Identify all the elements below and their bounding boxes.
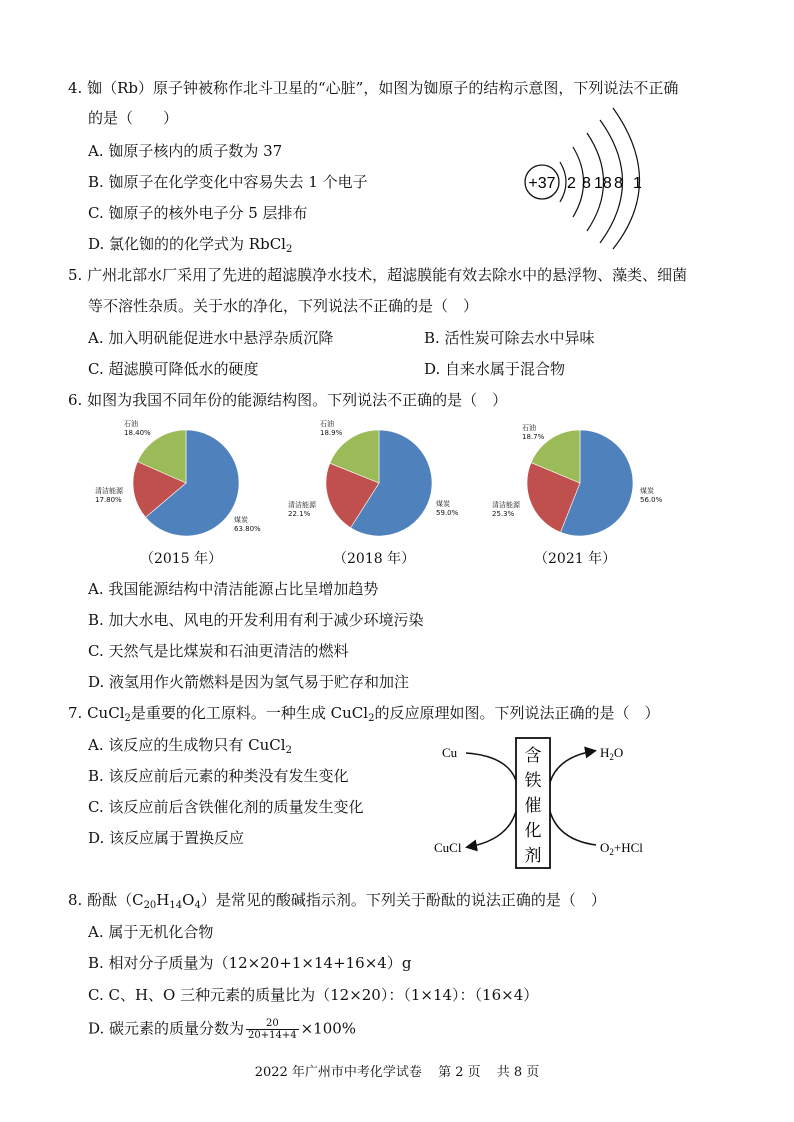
q6-stem: 6. 如图为我国不同年份的能源结构图。下列说法不正确的是（ ） (68, 391, 508, 409)
pie-2015-oil-label: 石油 18.40% (124, 420, 151, 437)
q5-stem-line2: 等不溶性杂质。关于水的净化，下列说法不正确的是（ ） (88, 297, 479, 315)
pie-2015-clean-label: 清洁能源 17.80% (95, 487, 123, 504)
catalyst-char-5: 剂 (524, 846, 542, 866)
pie-2021-year: （2021 年） (534, 551, 617, 567)
reactant-o2-hcl: $O_2+HCl$ (600, 840, 643, 857)
reaction-cycle-diagram (430, 735, 660, 870)
nucleus-charge: +37 (528, 175, 556, 192)
right-arrow (548, 751, 596, 845)
pie-2018-year: （2018 年） (333, 551, 416, 567)
q8-option-a: A. 属于无机化合物 (88, 923, 214, 941)
left-arrow (466, 753, 518, 847)
catalyst-char-3: 催 (524, 796, 542, 816)
q7-stem: 7. CuCl$_2$是重要的化工原料。一种生成 CuCl$_2$的反应原理如图。下列说法正确的是（ ） (68, 704, 660, 724)
pie-2021-oil-label: 石油 18.7% (522, 424, 545, 441)
q6-option-a: A. 我国能源结构中清洁能源占比呈增加趋势 (88, 580, 379, 598)
pie-2021-coal-label: 煤炭 56.0% (640, 487, 663, 504)
q6-option-c: C. 天然气是比煤炭和石油更清洁的燃料 (88, 642, 349, 660)
pie-chart-2015 (131, 428, 241, 538)
q5-option-b: B. 活性炭可除去水中异味 (424, 329, 595, 347)
catalyst-char-4: 化 (524, 821, 542, 841)
pie-2018-clean-label: 清洁能源 22.1% (288, 501, 316, 518)
reactant-cu: Cu (442, 745, 458, 760)
product-h2o: $H_2O$ (600, 745, 624, 762)
q4-option-d: D. 氯化铷的的化学式为 RbCl$_2$ (88, 235, 293, 255)
q7-option-d: D. 该反应属于置换反应 (88, 829, 245, 847)
shell-4-electrons: 8 (614, 175, 623, 192)
q6-option-d: D. 液氢用作火箭燃料是因为氢气易于贮存和加注 (88, 673, 410, 691)
shell-3-electrons: 18 (594, 175, 612, 192)
rb-atom-structure-diagram (520, 105, 670, 250)
q5-option-d: D. 自来水属于混合物 (424, 360, 566, 378)
catalyst-char-1: 含 (524, 746, 542, 766)
footer-page-number: 第 2 页 (438, 1065, 481, 1080)
electron-shell-1 (560, 162, 566, 202)
pie-2015-year: （2015 年） (140, 551, 223, 567)
pie-chart-2018 (324, 428, 434, 538)
q8-option-d: D. 碳元素的质量分数为 $\frac{20}{20+14+4}$ ×100% (88, 1018, 357, 1041)
mass-fraction-formula: $\frac{20}{20+14+4}$ (248, 1018, 297, 1041)
q7-option-b: B. 该反应前后元素的种类没有发生变化 (88, 767, 349, 785)
pie-2018-coal-label: 煤炭 59.0% (436, 500, 459, 517)
pie-2021-clean-label: 清洁能源 25.3% (492, 501, 520, 518)
q4-option-c: C. 铷原子的核外电子分 5 层排布 (88, 204, 308, 222)
shell-5-electrons: 1 (633, 175, 642, 192)
q7-option-a: A. 该反应的生成物只有 CuCl$_2$ (88, 736, 292, 756)
q5-option-c: C. 超滤膜可降低水的硬度 (88, 360, 259, 378)
catalyst-char-2: 铁 (524, 771, 542, 791)
q4-option-b: B. 铷原子在化学变化中容易失去 1 个电子 (88, 173, 368, 191)
pie-2015-coal-label: 煤炭 63.80% (234, 516, 261, 533)
q8-option-b: B. 相对分子质量为（12×20+1×14+16×4）g (88, 954, 412, 972)
footer-total-pages: 共 8 页 (496, 1065, 540, 1080)
footer-title: 2022 年广州市中考化学试卷 (254, 1065, 422, 1080)
q4-stem-line2: 的是（ ） (88, 109, 179, 127)
pie-chart-2021 (525, 428, 635, 538)
shell-1-electrons: 2 (567, 175, 576, 192)
q5-stem-line1: 5. 广州北部水厂采用了先进的超滤膜净水技术，超滤膜能有效去除水中的悬浮物、藻类、细菌 (68, 266, 688, 284)
pie-2018-oil-label: 石油 18.9% (320, 420, 343, 437)
page-footer (0, 1061, 794, 1080)
product-cucl: CuCl (434, 840, 462, 855)
shell-2-electrons: 8 (582, 175, 591, 192)
q8-stem: 8. 酚酞$(C_{20}H_{14}O_4)$是常见的酸碱指示剂。下列关于酚酞的说法正确的是（ ） (68, 891, 606, 911)
q8-option-c: C. C、H、O 三种元素的质量比为（12×20）：（1×14）：（16×4） (88, 986, 539, 1004)
q7-option-c: C. 该反应前后含铁催化剂的质量发生变化 (88, 798, 364, 816)
q4-stem-line1: 4. 铷（Rb）原子钟被称作北斗卫星的“心脏”，如图为铷原子的结构示意图，下列说法不正确 (68, 79, 679, 97)
q5-option-a: A. 加入明矾能促进水中悬浮杂质沉降 (88, 329, 334, 347)
q4-option-a: A. 铷原子核内的质子数为 37 (88, 142, 283, 160)
q6-option-b: B. 加大水电、风电的开发利用有利于减少环境污染 (88, 611, 424, 629)
